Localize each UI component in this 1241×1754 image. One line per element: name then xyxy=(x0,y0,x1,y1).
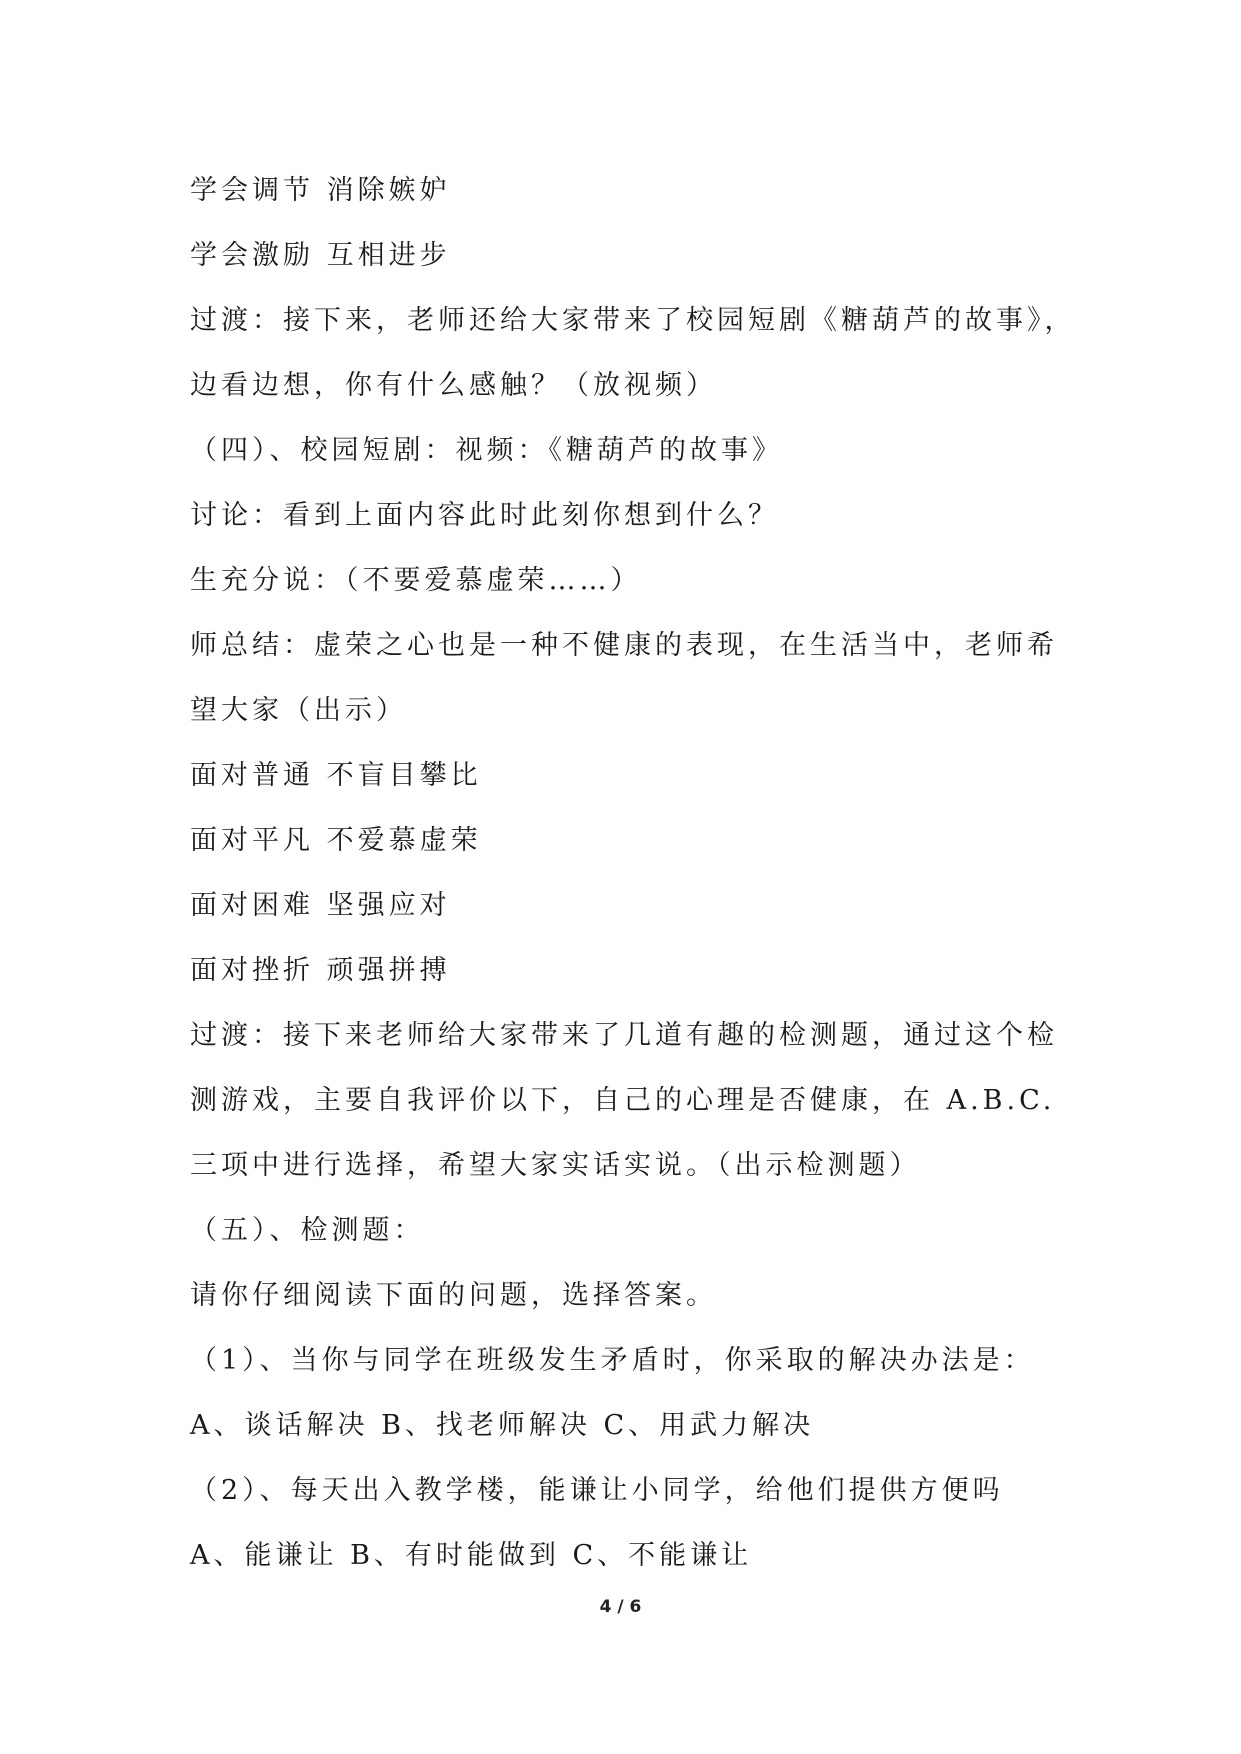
section-heading: （四）、校园短剧：视频：《糖葫芦的故事》 xyxy=(190,435,783,466)
text-line: 边看边想，你有什么感触？（放视频） xyxy=(190,370,717,401)
text-line: 讨论：看到上面内容此时此刻你想到什么？ xyxy=(190,500,779,531)
text-line: 过渡：接下来老师给大家带来了几道有趣的检测题，通过这个检 xyxy=(190,1020,1058,1051)
section-heading: （五）、检测题： xyxy=(190,1215,425,1246)
text-line: 面对平凡 不爱慕虚荣 xyxy=(190,825,482,856)
text-line: 测游戏，主要自我评价以下，自己的心理是否健康，在 A.B.C. xyxy=(190,1085,1056,1116)
question-line: （2）、每天出入教学楼，能谦让小同学，给他们提供方便吗 xyxy=(190,1475,1004,1506)
text-line: 面对普通 不盲目攀比 xyxy=(190,760,482,791)
text-line: 面对困难 坚强应对 xyxy=(190,890,451,921)
question-line: （1）、当你与同学在班级发生矛盾时，你采取的解决办法是： xyxy=(190,1345,1035,1376)
text-line: 学会激励 互相进步 xyxy=(190,240,451,271)
answer-options-line: A、谈话解决 B、找老师解决 C、用武力解决 xyxy=(190,1410,815,1441)
text-line: 过渡：接下来，老师还给大家带来了校园短剧《糖葫芦的故事》， xyxy=(190,305,1076,336)
page-number: 4 / 6 xyxy=(599,1597,642,1617)
text-line: 三项中进行选择，希望大家实话实说。（出示检测题） xyxy=(190,1150,921,1181)
answer-options-line: A、能谦让 B、有时能做到 C、不能谦让 xyxy=(190,1540,753,1571)
text-line: 师总结：虚荣之心也是一种不健康的表现，在生活当中，老师希 xyxy=(190,630,1058,661)
text-line: 学会调节 消除嫉妒 xyxy=(190,175,451,206)
text-line: 请你仔细阅读下面的问题，选择答案。 xyxy=(190,1280,717,1311)
document-body xyxy=(190,158,1090,1588)
text-line: 生充分说：（不要爱慕虚荣……） xyxy=(190,565,642,596)
text-line: 面对挫折 顽强拼搏 xyxy=(190,955,451,986)
text-line: 望大家（出示） xyxy=(190,695,407,726)
